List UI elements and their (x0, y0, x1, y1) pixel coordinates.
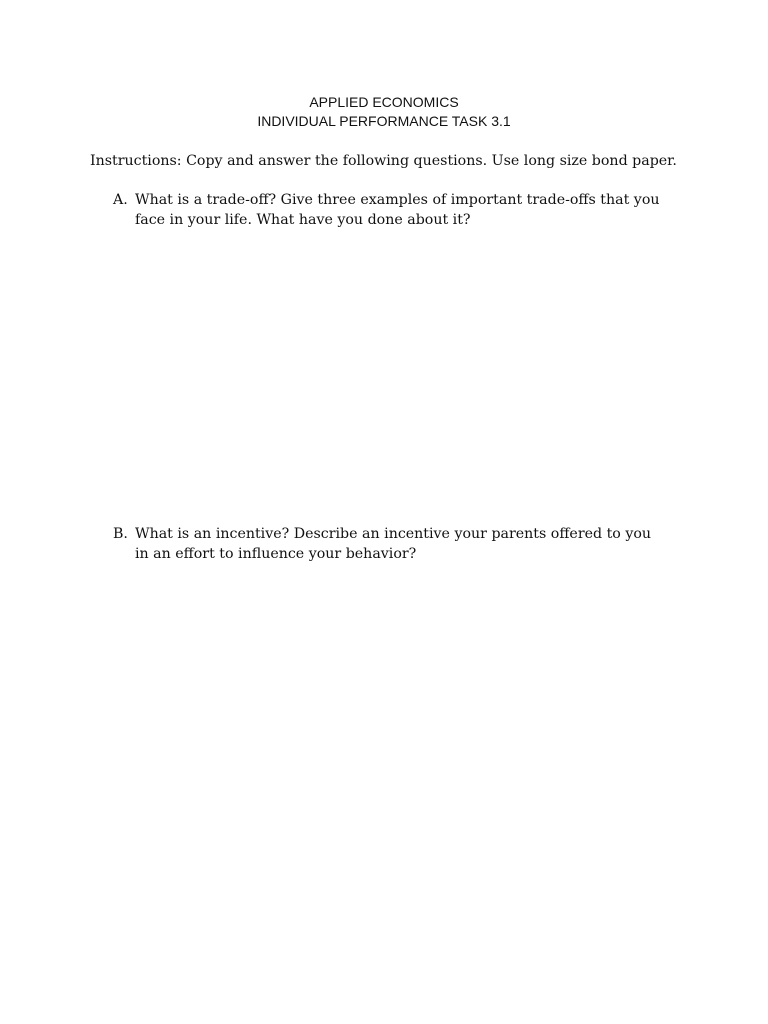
question-b-line-1: What is an incentive? Describe an incentive your parents offered to you (135, 526, 652, 542)
question-b-line-2: in an effort to influence your behavior? (135, 546, 417, 562)
question-b-letter: B. (113, 526, 128, 542)
question-a-letter: A. (113, 192, 128, 208)
question-a-line-1: What is a trade-off? Give three examples of important trade-offs that you (135, 192, 660, 208)
instructions-text: Instructions: Copy and answer the following questions. Use long size bond paper. (90, 153, 677, 169)
task-title: INDIVIDUAL PERFORMANCE TASK 3.1 (257, 113, 511, 129)
subject-title: APPLIED ECONOMICS (309, 94, 459, 110)
question-a-line-2: face in your life. What have you done about it? (135, 212, 471, 228)
